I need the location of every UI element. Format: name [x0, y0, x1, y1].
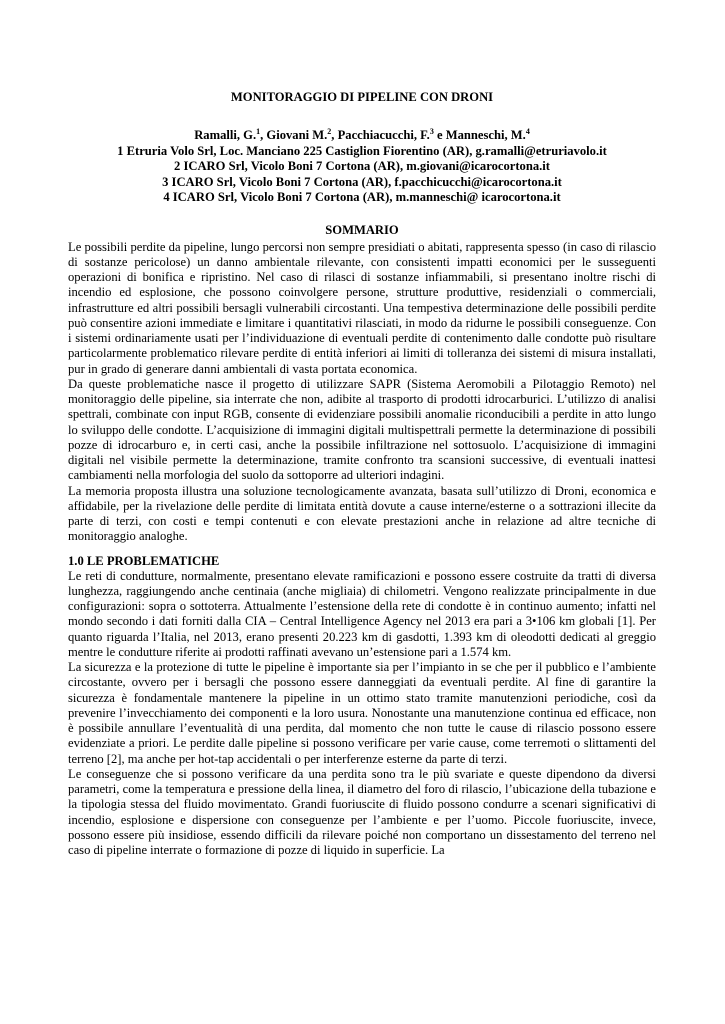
- summary-heading: SOMMARIO: [325, 222, 399, 237]
- affiliation-3: 3 ICARO Srl, Vicolo Boni 7 Cortona (AR), f.pacchicucchi@icarocortona.it: [162, 174, 562, 189]
- author-4: e Manneschi, M.: [433, 128, 526, 142]
- author-block: [68, 128, 656, 206]
- section-1-paragraph: Le conseguenze che si possono verificare da una perdita sono tra le più svariate e queste dipendono da diversi parametri, come la temperatura e pressione della linea, il diametro del foro di rilascio, l’ubicazione della tubazione e la tipologia stessa del fluido movimentato. Grandi fuoriuscite di fluido possono condurre a scenari significativi di incendio, esplosione e dispersione con conseguenze per l’ambiente e per l’uomo. Piccole fuoriuscite, invece, possono essere più insidiose, essendo difficili da rilevare poiché non comportano un dissestamento del terreno nel caso di pipeline interrate o formazione di pozze di liquido in superficie. La: [68, 766, 656, 857]
- author-2-sup: 2: [327, 126, 332, 136]
- affiliation-4: 4 ICARO Srl, Vicolo Boni 7 Cortona (AR), m.manneschi@ icarocortona.it: [163, 190, 561, 204]
- author-4-sup: 4: [525, 126, 530, 136]
- author-1: Ramalli, G.: [194, 128, 257, 142]
- affiliation-1: 1 Etruria Volo Srl, Loc. Manciano 225 Castiglion Fiorentino (AR), g.ramalli@etruriavolo.it: [117, 143, 607, 158]
- summary-paragraph: Le possibili perdite da pipeline, lungo percorsi non sempre presidiati o abitati, rappresenta spesso (in caso di rilascio di sostanze pericolose) un danno ambientale rilevante, con consistenti impatti economici per le susseguenti operazioni di bonifica e ripristino. Nel caso di rilasci di sostanze infiammabili, si presentano inoltre rischi di incendio ed esplosione, che possono coinvolgere persone, strutture produttive, residenziali o commerciali, infrastrutture ed altri possibili bersagli vulnerabili circostanti. Una tempestiva determinazione delle possibili perdite può consentire azioni immediate e limitare i quantitativi rilasciati, in modo da ridurne le possibili conseguenze. Con i sistemi ordinariamente usati per l’individuazione di eventuali perdite di contenimento dalle condotte può risultare particolarmente problematico rilevare perdite di entità inferiori ai limiti di tolleranza dei sistemi di misura installati, pur in grado di generare danni ambientali di vasta portata economica.: [68, 239, 656, 376]
- author-3-sup: 3: [429, 126, 434, 136]
- author-line: [68, 128, 656, 144]
- author-2: , Giovani M.: [260, 128, 328, 142]
- author-1-sup: 1: [256, 126, 261, 136]
- summary-paragraph: Da queste problematiche nasce il progetto di utilizzare SAPR (Sistema Aeromobili a Pilotaggio Remoto) nel monitoraggio delle pipeline, sia interrate che non, adibite al trasporto di prodotti idrocarburici. L’utilizzo di analisi spettrali, combinate con input RGB, consente di evidenziare possibili anomalie riconducibili a perdite in atto lungo lo sviluppo delle condotte. L’acquisizione di immagini digitali multispettrali permette la determinazione di possibili pozze di idrocarburo e, in certi casi, anche la possibile infiltrazione nel sottosuolo. L’acquisizione di immagini digitali nel visibile permette la determinazione, tramite confronto tra scansioni successive, di eventuali inattesi cambiamenti nella morfologia del suolo da sottoporre ad ulteriori indagini.: [68, 376, 656, 483]
- section-1-paragraph: La sicurezza e la protezione di tutte le pipeline è importante sia per l’impianto in se che per il pubblico e l’ambiente circostante, ovvero per i bersagli che possono essere danneggiati da eventuali perdite. Al fine di garantire la sicurezza è fondamentale mantenere la pipeline in un ottimo stato tramite manutenzioni periodiche, così da prevenire l’invecchiamento dei componenti e la loro usura. Nonostante una manutenzione continua ed efficace, non è possibile annullare l’eventualità di una perdita, dal momento che non tutte le cause di rilascio possono essere evidenziate a priori. Le perdite dalle pipeline si possono verificare per varie cause, come terremoti o slittamenti del terreno [2], ma anche per hot-tap accidentali o per interferenze esterne da parte di terzi.: [68, 660, 656, 766]
- affiliation-2: 2 ICARO Srl, Vicolo Boni 7 Cortona (AR), m.giovani@icarocortona.it: [174, 159, 550, 173]
- paper-title: MONITORAGGIO DI PIPELINE CON DRONI: [230, 90, 494, 104]
- section-1-heading: 1.0 LE PROBLEMATICHE: [68, 553, 220, 568]
- section-1-paragraph: Le reti di condutture, normalmente, presentano elevate ramificazioni e possono essere costruite da tratti di diversa lunghezza, raggiungendo anche centinaia (anche migliaia) di chilometri. Vengono realizzate principalmente in due configurazioni: sopra o sottoterra. Attualmente l’estensione della rete di condotte è in continuo aumento; infatti nel mondo secondo i dati forniti dalla CIA – Central Intelligence Agency nel 2013 era pari a 3•106 km globali [1]. Per quanto riguarda l’Italia, nel 2013, erano presenti 20.223 km di gasdotti, 1.393 km di oleodotti dedicati al greggio mentre le condutture riferite ai prodotti raffinati avevano un’estensione pari a 1.574 km.: [68, 568, 656, 659]
- paper-page: [68, 90, 656, 858]
- summary-paragraph: La memoria proposta illustra una soluzione tecnologicamente avanzata, basata sull’utilizzo di Droni, economica e affidabile, per la rivelazione delle perdite di limitata entità dovute a cause interne/esterne o a sottrazioni illecite da parte di terzi, con costi e tempi contenuti e con elevate prestazioni anche in relazione ad altre tecniche di monitoraggio analoghe.: [68, 483, 656, 544]
- author-3: , Pacchiacucchi, F.: [331, 128, 430, 142]
